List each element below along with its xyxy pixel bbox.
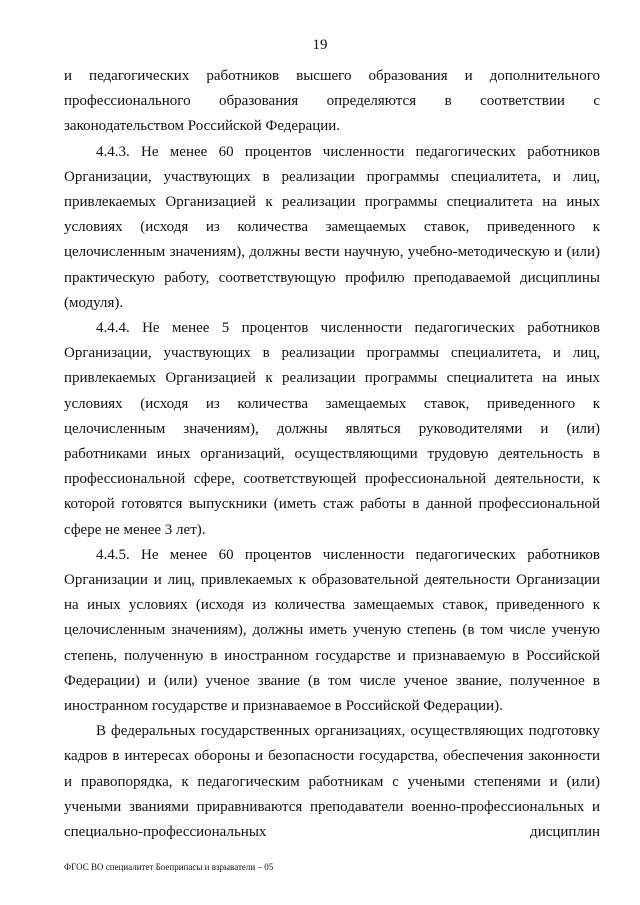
paragraph-federal-organizations: В федеральных государственных организациях, осуществляющих подготовку кадров в интересах обороны и безопасности государства, обеспечения законности и правопорядка, к педагогическим работникам с учеными степенями и (или) учеными званиями приравниваются преподаватели военно-профессиональных и специально-профессиональных дисциплин: [64, 723, 600, 841]
paragraph-4-4-5: 4.4.5. Не менее 60 процентов численности педагогических работников Организации и лиц, привлекаемых к образовательной деятельности Организации на иных условиях (исходя из количества замещаемых ставок, приведенного к целочисленным значениям), должны иметь ученую степень (в том числе ученую степень, полученную в иностранном государстве и признаваемую в Российской Федерации) и (или) ученое звание (в том числе ученое звание, полученное в иностранном государстве и признаваемое в Российской Федерации).: [64, 546, 600, 715]
page-number: 19: [312, 37, 328, 53]
paragraph-continuation: и педагогических работников высшего образования и дополнительного профессионального образования определяются в соответствии с законодательством Российской Федерации.: [64, 68, 600, 135]
document-body: [64, 64, 600, 845]
paragraph-4-4-4: 4.4.4. Не менее 5 процентов численности педагогических работников Организации, участвующих в реализации программы специалитета, и лиц, привлекаемых Организацией к реализации программы специалитета на иных условиях (исходя из количества замещаемых ставок, приведенного к целочисленным значениям), должны являться руководителями и (или) работниками иных организаций, осуществляющими трудовую деятельность в профессиональной сфере, соответствующей профессиональной деятельности, к которой готовятся выпускники (иметь стаж работы в данной профессиональной сфере не менее 3 лет).: [64, 320, 600, 538]
page-footer: ФГОС ВО специалитет Боеприпасы и взрыватели – 05: [64, 862, 274, 872]
paragraph-4-4-3: 4.4.3. Не менее 60 процентов численности педагогических работников Организации, участвующих в реализации программы специалитета, и лиц, привлекаемых Организацией к реализации программы специалитета на иных условиях (исходя из количества замещаемых ставок, приведенного к целочисленным значениям), должны вести научную, учебно-методическую и (или) практическую работу, соответствующую профилю преподаваемой дисциплины (модуля).: [64, 143, 600, 311]
